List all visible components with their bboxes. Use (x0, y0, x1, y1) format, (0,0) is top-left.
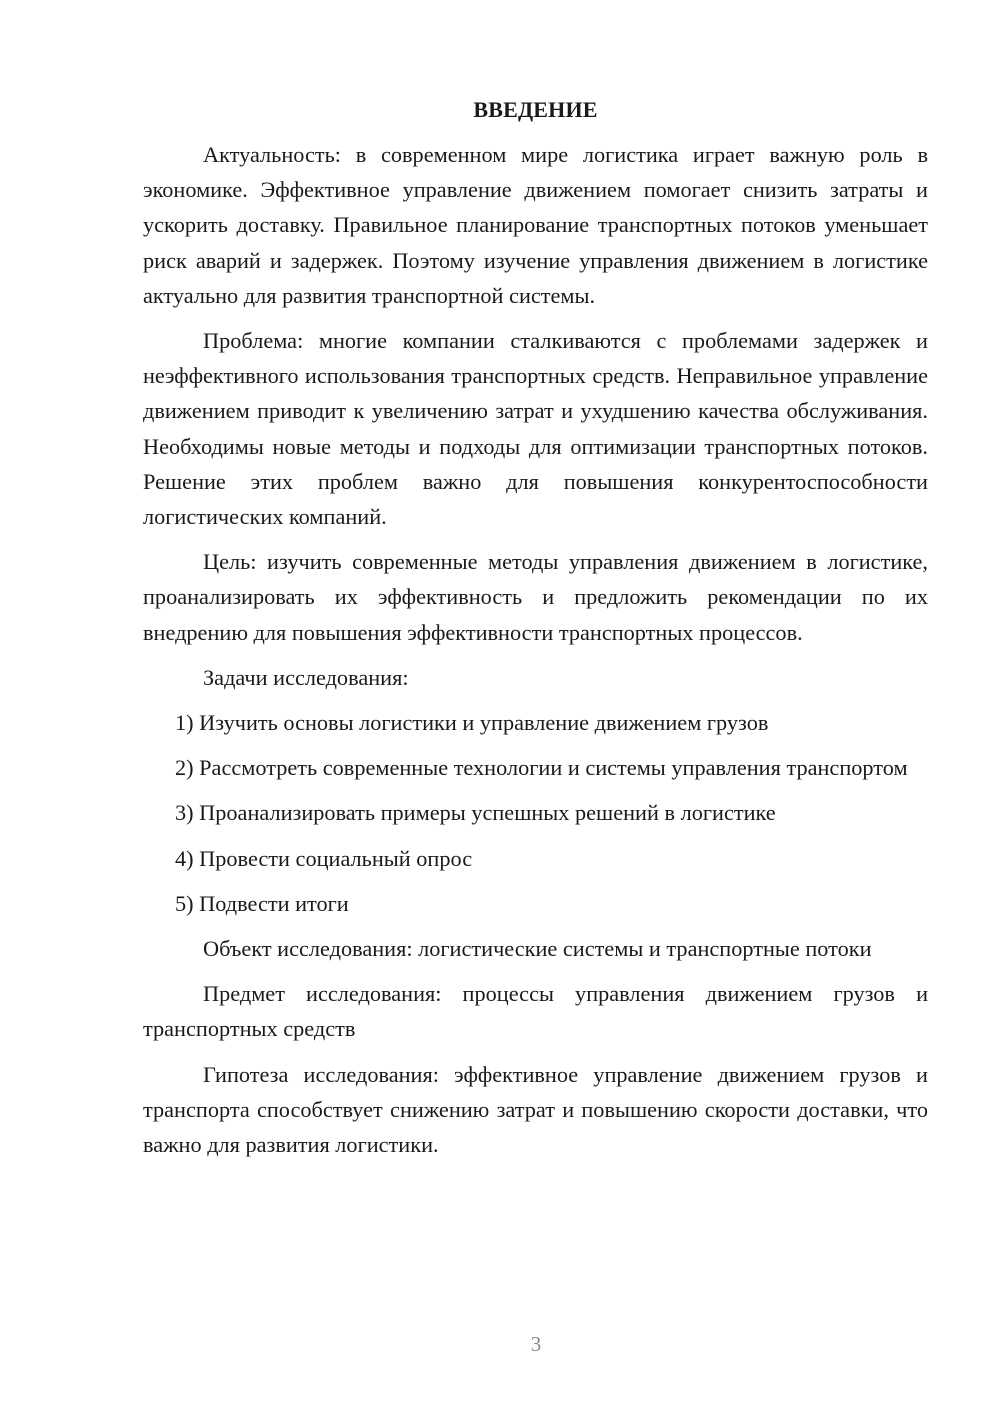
page-number: 3 (530, 1332, 542, 1356)
task-item-1: 1) Изучить основы логистики и управление движением грузов (175, 710, 769, 736)
object-paragraph: Объект исследования: логистические системы и транспортные потоки (203, 936, 872, 962)
subject-paragraph: Предмет исследования: процессы управления движением грузов и транспортных средств (143, 981, 928, 1042)
task-item-5: 5) Подвести итоги (175, 890, 349, 916)
tasks-heading: Задачи исследования: (203, 664, 409, 690)
task-item-4: 4) Провести социальный опрос (175, 845, 473, 871)
task-item-3: 3) Проанализировать примеры успешных решений в логистике (175, 800, 776, 826)
document-page (143, 92, 928, 1162)
goal-paragraph: Цель: изучить современные методы управления движением в логистике, проанализировать их эффективность и предложить рекомендации по их внедрению для повышения эффективности транспортных процессов. (143, 549, 928, 645)
task-item-2: 2) Рассмотреть современные технологии и системы управления транспортом (175, 755, 908, 781)
problem-paragraph: Проблема: многие компании сталкиваются с проблемами задержек и неэффективного использования транспортных средств. Неправильное управление движением приводит к увеличению затрат и ухудшению качества обслуживания. Необходимы новые методы и подходы для оптимизации транспортных потоков. Решение этих проблем важно для повышения конкурентоспособности логистических компаний. (143, 328, 928, 530)
section-title: ВВЕДЕНИЕ (473, 97, 598, 122)
relevance-paragraph: Актуальность: в современном мире логистика играет важную роль в экономике. Эффективное управление движением помогает снизить затраты и ускорить доставку. Правильное планирование транспортных потоков уменьшает риск аварий и задержек. Поэтому изучение управления движением в логистике актуально для развития транспортной системы. (143, 142, 928, 308)
hypothesis-paragraph: Гипотеза исследования: эффективное управление движением грузов и транспорта способствует снижению затрат и повышению скорости доставки, что важно для развития логистики. (143, 1061, 928, 1158)
